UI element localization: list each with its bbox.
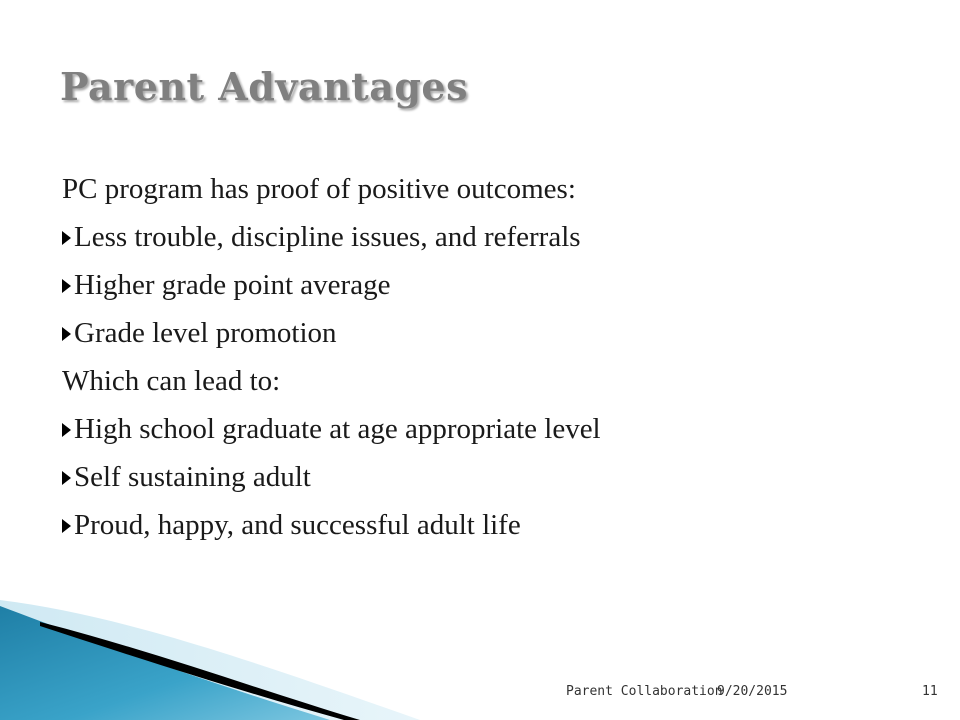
bullet-label: Higher grade point average [74,269,391,301]
footer-date: 9/20/2015 [717,684,788,699]
bullet-label: Less trouble, discipline issues, and referrals [74,221,581,253]
text-line-label: Which can lead to: [62,365,281,397]
text-line-intro [62,165,922,213]
bullet-line [62,453,922,501]
bullet-label: Self sustaining adult [74,461,311,493]
bullet-line [62,405,922,453]
footer-title: Parent Collaboration [566,684,723,699]
slide-body [62,165,922,549]
bullet-line [62,501,922,549]
slide-title: Parent Advantages [60,64,468,109]
triangle-bullet-icon [62,279,71,293]
footer-page-number: 11 [922,684,938,699]
bullet-label: Proud, happy, and successful adult life [74,509,521,541]
bullet-label: High school graduate at age appropriate level [74,413,601,445]
text-line-label: PC program has proof of positive outcomes: [62,173,576,205]
bullet-line [62,213,922,261]
bullet-label: Grade level promotion [74,317,337,349]
triangle-bullet-icon [62,231,71,245]
triangle-bullet-icon [62,327,71,341]
text-line-transition [62,357,922,405]
triangle-bullet-icon [62,423,71,437]
bullet-line [62,309,922,357]
bullet-line [62,261,922,309]
triangle-bullet-icon [62,519,71,533]
triangle-bullet-icon [62,471,71,485]
